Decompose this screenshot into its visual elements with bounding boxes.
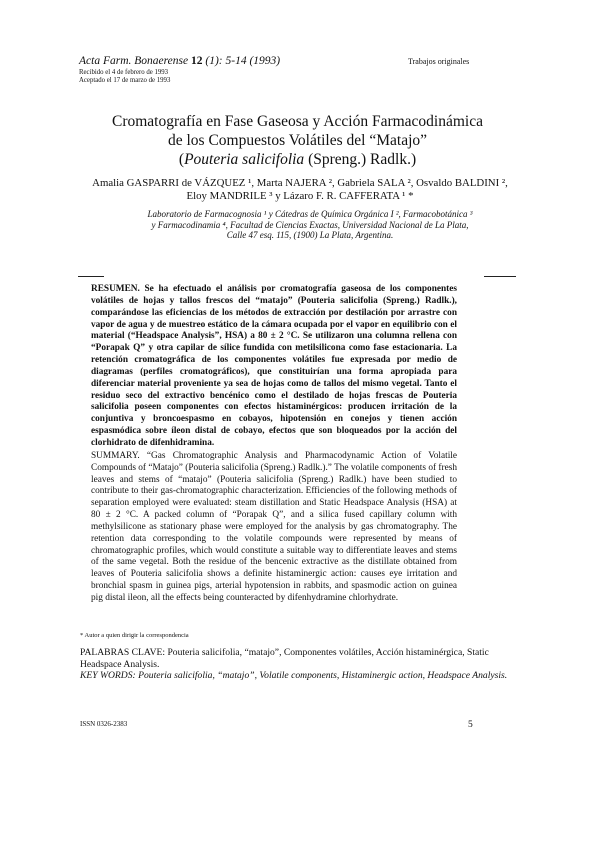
divider-right xyxy=(484,276,516,277)
received-date: Recibido el 4 de febrero de 1993 xyxy=(79,69,169,76)
keywords-en-label: KEY WORDS: xyxy=(80,670,136,681)
article-title xyxy=(60,112,535,169)
divider-left xyxy=(78,276,104,277)
title-line-3: (Pouteria salicifolia (Spreng.) Radlk.) xyxy=(178,151,417,168)
authors-line-2: Eloy MANDRILE ³ y Lázaro F. R. CAFFERATA ¹ * xyxy=(186,190,414,202)
keywords-block xyxy=(80,647,520,682)
journal-issue-pages: (1): 5-14 (1993) xyxy=(205,55,281,67)
correspondence-footnote: * Autor a quien dirigir la correspondencia xyxy=(80,632,189,639)
affiliation-line-3: Calle 47 esq. 115, (1900) La Plata, Argentina. xyxy=(226,230,394,241)
keywords-es-label: PALABRAS CLAVE: xyxy=(80,647,166,658)
title-line-1: Cromatografía en Fase Gaseosa y Acción Farmacodinámica xyxy=(111,113,483,130)
keywords-es xyxy=(80,647,520,670)
issn: ISSN 0326-2383 xyxy=(80,720,128,728)
affiliation xyxy=(120,209,500,241)
affiliation-line-1: Laboratorio de Farmacognosia ¹ y Cátedras de Química Orgánica I ², Farmacobotánica ³ xyxy=(147,209,473,219)
summary-paragraph: SUMMARY. “Gas Chromatographic Analysis and Pharmacodynamic Action of Volatile Compounds of “Matajo” (Pouteria salicifolia (Spreng.) Radlk.).” The volatile components of fresh leaves and stems of “matajo” (Pouteria salicifolia (Spreng.) Radlk.) have been studied to contribute to their gas-chromatographic characterization. Efficiencies of the following methods of separation employed were evaluated: steam distillation and Static Headspace Analysis (HSA) at 80 ± 2 °C. A packed column of “Porapak Q”, and a silica fused capillary column with methylsilicone as stationary phase were employed for the analysis by gas chromatography. The retention data corresponding to the volatile compounds were represented by means of chromatographic profiles, which would constitute a suitable way to differentiate leaves and stems of the same vegetal. Both the residue of the bencenic extractive as the distillate obtained from leaves of Pouteria salicifolia shows a definite histaminergic action: causes eye irritation and bronchial spasm in guinea pigs, arterial hypotension in rabbits, and spasmodic action on guinea pig distal ileon, all the effects being counteracted by difenhydramine chlorhydrate. xyxy=(91,450,457,603)
page-number: 5 xyxy=(468,720,473,730)
accepted-date: Aceptado el 17 de marzo de 1993 xyxy=(79,77,171,84)
abstract-block xyxy=(91,284,457,605)
journal-volume: 12 xyxy=(191,55,203,67)
title-species: Pouteria salicifolia xyxy=(184,151,305,168)
submission-dates xyxy=(79,69,170,85)
keywords-en xyxy=(80,670,520,682)
affiliation-line-2: y Farmacodinamia ⁴, Facultad de Ciencias Exactas, Universidad Nacional de La Plata, xyxy=(151,219,469,230)
journal-name: Acta Farm. Bonaerense xyxy=(79,55,189,67)
author-list xyxy=(75,177,525,203)
article-type: Trabajos originales xyxy=(408,57,470,66)
keywords-es-text: Pouteria salicifolia, “matajo”, Componentes volátiles, Acción histaminérgica, Static Headspace Analysis. xyxy=(80,647,489,670)
resumen-paragraph: RESUMEN. Se ha efectuado el análisis por cromatografía gaseosa de los componentes volátiles de hojas y tallos frescos del “matajo” (Pouteria salicifolia (Spreng.) Radlk.), comparándose las eficiencias de los métodos de extracción por destilación por arrastre con vapor de agua y de muestreo estático de la cámara ocupada por el vapor en equilibrio con el material (“Headspace Analysis”, HSA) a 80 ± 2 °C. Se utilizaron una columna rellena con “Porapak Q” y otra capilar de sílice fundida con metilsilicona como fase estacionaria. La retención cromatográfica de los componentes volátiles fue expresada por medio de diagramas (perfiles cromatográficos), que constituirían una forma apropiada para diferenciar material proveniente ya sea de hojas como de tallos del mismo vegetal. Tanto el residuo seco del extractivo bencénico como el destilado de hojas frescas de Pouteria salicifolia poseen componentes con efectos histaminérgicos: producen irritación de la conjuntiva y broncoespasmo en cobayos, hipotensión en conejos y tienen acción espasmódica sobre íleon distal de cobayo, efectos que son bloqueados por la acción del clorhidrato de difenhidramina. xyxy=(91,284,457,448)
authors-line-1: Amalia GASPARRI de VÁZQUEZ ¹, Marta NAJERA ², Gabriela SALA ², Osvaldo BALDINI ², xyxy=(92,177,508,189)
keywords-en-text: Pouteria salicifolia, “matajo”, Volatile components, Histaminergic action, Headspace Analysis. xyxy=(138,670,508,681)
title-line-2: de los Compuestos Volátiles del “Matajo” xyxy=(167,132,428,149)
journal-citation xyxy=(79,55,280,67)
